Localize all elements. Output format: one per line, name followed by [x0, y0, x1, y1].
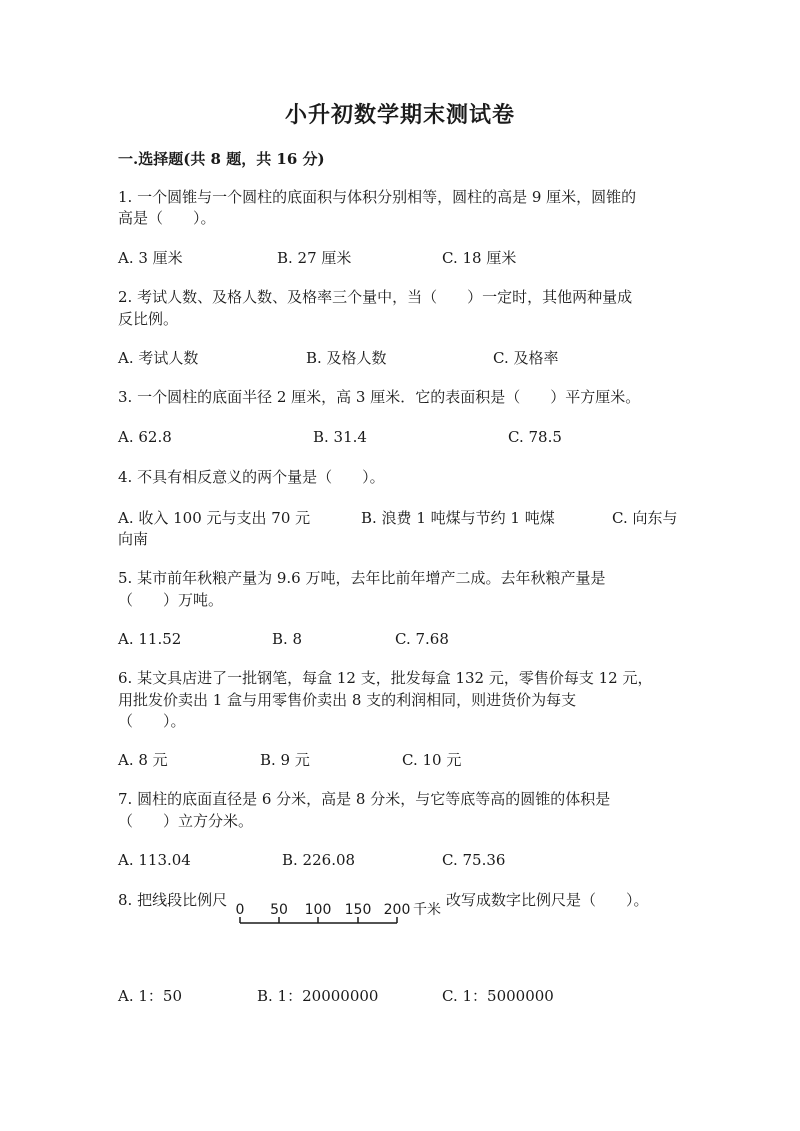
- question-7-line-2: （ ）立方分米。: [118, 812, 254, 830]
- question-5-option-c: C. 7.68: [395, 630, 449, 648]
- question-3-option-a: A. 62.8: [118, 428, 172, 446]
- question-5-option-b: B. 8: [272, 630, 303, 648]
- question-1-line-1: 1. 一个圆锥与一个圆柱的底面积与体积分别相等，圆柱的高是 9 厘米，圆锥的: [118, 188, 637, 206]
- question-8-line-2: 改写成数字比例尺是（ ）。: [446, 891, 649, 909]
- question-6-option-a: A. 8 元: [118, 751, 168, 769]
- question-4-option-c-cont: 向南: [118, 530, 149, 548]
- scale-tick-label-100: 100: [304, 902, 332, 918]
- question-2-option-b: B. 及格人数: [306, 349, 387, 367]
- question-1-option-a: A. 3 厘米: [118, 249, 183, 267]
- question-1-option-b: B. 27 厘米: [277, 249, 352, 267]
- question-7-option-c: C. 75.36: [442, 851, 506, 869]
- question-8-option-a: A. 1：50: [118, 987, 182, 1005]
- question-1-option-c: C. 18 厘米: [442, 249, 517, 267]
- question-4-line-1: 4. 不具有相反意义的两个量是（ ）。: [118, 468, 385, 486]
- question-2-line-1: 2. 考试人数、及格人数、及格率三个量中，当（ ）一定时，其他两种量成: [118, 288, 633, 306]
- question-4-option-a: A. 收入 100 元与支出 70 元: [118, 509, 311, 527]
- question-6-line-2: 用批发价卖出 1 盒与用零售价卖出 8 支的利润相同，则进货价为每支: [118, 691, 577, 709]
- question-3-line-1: 3. 一个圆柱的底面半径 2 厘米，高 3 厘米．它的表面积是（ ）平方厘米。: [118, 388, 641, 406]
- question-7-option-a: A. 113.04: [118, 851, 191, 869]
- question-2-option-c: C. 及格率: [493, 349, 559, 367]
- question-8-option-b: B. 1：20000000: [257, 987, 379, 1005]
- question-2-line-2: 反比例。: [118, 310, 179, 328]
- question-4-option-b: B. 浪费 1 吨煤与节约 1 吨煤: [361, 509, 555, 527]
- question-1-line-2: 高是（ ）。: [118, 209, 216, 227]
- scale-bar-figure: [234, 894, 444, 934]
- question-8-option-c: C. 1：5000000: [442, 987, 554, 1005]
- question-8-line-1: 8. 把线段比例尺: [118, 891, 228, 909]
- scale-tick-label-150: 150: [344, 902, 372, 918]
- question-7-line-1: 7. 圆柱的底面直径是 6 分米，高是 8 分米，与它等底等高的圆锥的体积是: [118, 790, 611, 808]
- scale-unit-label: 千米: [413, 902, 441, 918]
- question-5-line-1: 5. 某市前年秋粮产量为 9.6 万吨，去年比前年增产二成。去年秋粮产量是: [118, 569, 606, 587]
- page-title: 小升初数学期末测试卷: [284, 102, 515, 128]
- question-6-line-1: 6. 某文具店进了一批钢笔，每盒 12 支，批发每盒 132 元，零售价每支 12 元，: [118, 669, 653, 687]
- question-5-line-2: （ ）万吨。: [118, 591, 224, 609]
- question-7-option-b: B. 226.08: [282, 851, 356, 869]
- scale-tick-label-0: 0: [235, 902, 245, 918]
- scale-tick-label-200: 200: [383, 902, 411, 918]
- question-6-line-3: （ ）。: [118, 712, 186, 730]
- question-3-option-c: C. 78.5: [508, 428, 562, 446]
- section-heading: 一.选择题(共 8 题，共 16 分): [118, 150, 325, 168]
- scale-tick-label-50: 50: [270, 902, 288, 918]
- question-2-option-a: A. 考试人数: [118, 349, 199, 367]
- question-4-option-c: C. 向东与: [612, 509, 678, 527]
- question-3-option-b: B. 31.4: [313, 428, 367, 446]
- question-5-option-a: A. 11.52: [118, 630, 182, 648]
- question-6-option-b: B. 9 元: [260, 751, 310, 769]
- question-6-option-c: C. 10 元: [402, 751, 462, 769]
